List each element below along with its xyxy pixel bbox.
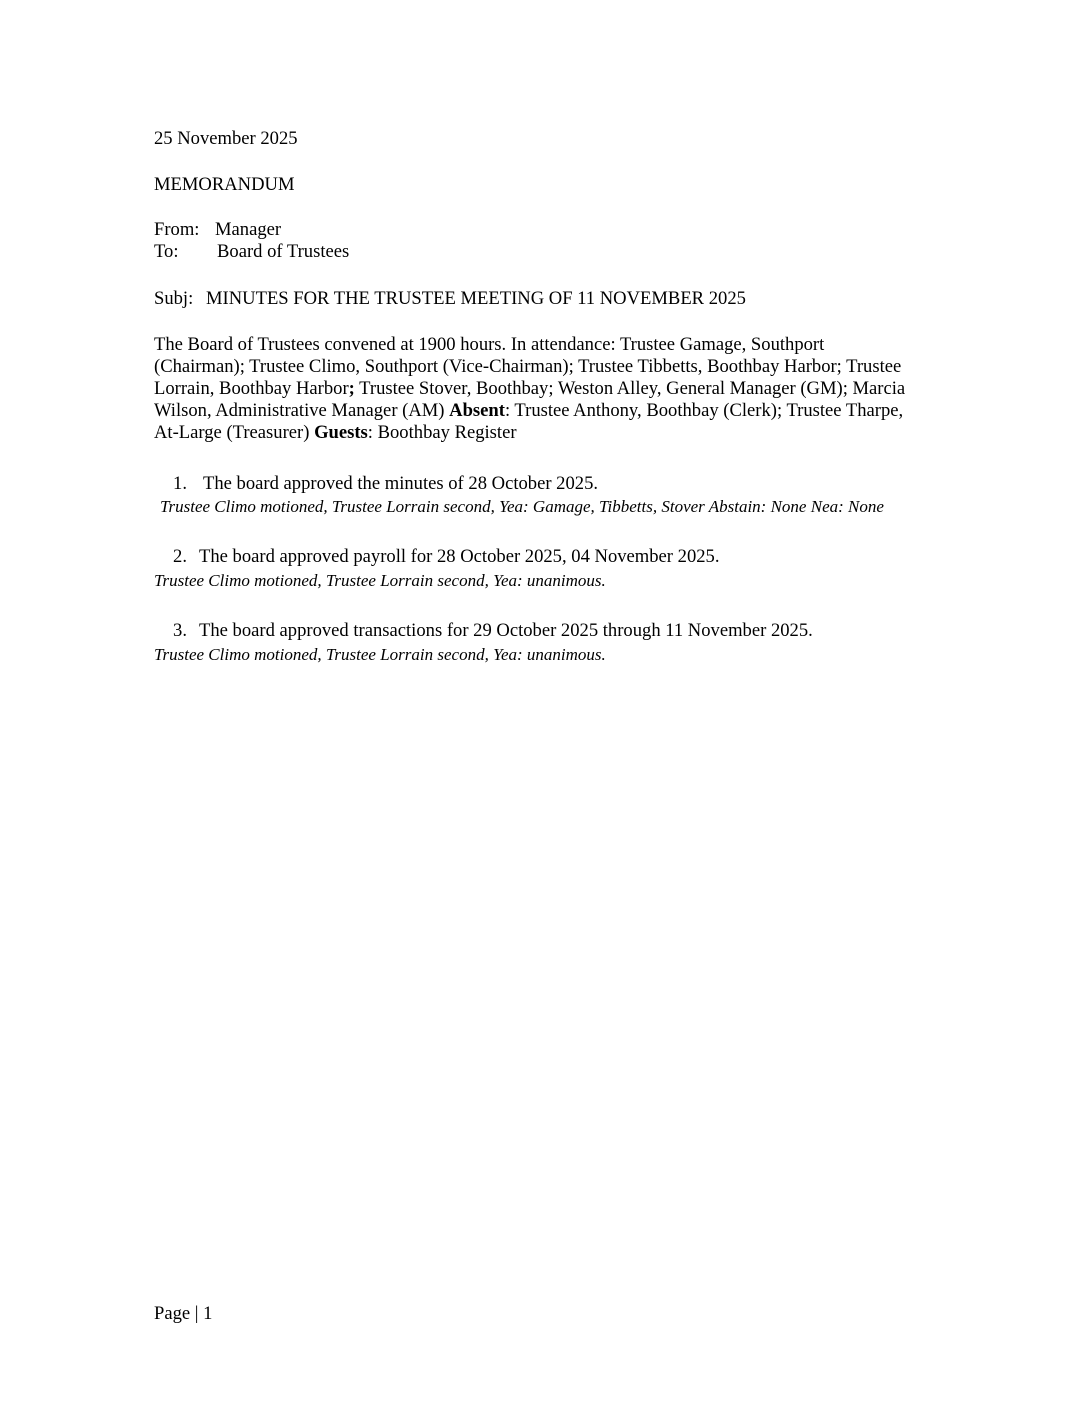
attendance-line: (Chairman); Trustee Climo, Southport (Vice-Chairman); Trustee Tibbetts, Boothbay Harbor; Trustee xyxy=(154,356,902,377)
attendance-line xyxy=(154,378,924,400)
attendance-paragraph xyxy=(154,334,924,444)
memo-date: 25 November 2025 xyxy=(154,128,298,149)
attendance-line xyxy=(154,400,924,422)
attendance-text: Lorrain, Boothbay Harbor xyxy=(154,378,349,399)
attendance-text: Wilson, Administrative Manager (AM) xyxy=(154,400,450,421)
item-number: 3. xyxy=(173,620,187,641)
item-vote: Trustee Climo motioned, Trustee Lorrain second, Yea: unanimous. xyxy=(154,645,606,664)
from-label: From: xyxy=(154,219,200,240)
item-number: 2. xyxy=(173,546,187,567)
absent-label: Absent xyxy=(449,400,505,421)
minutes-item xyxy=(154,620,813,642)
memo-subject-line xyxy=(154,288,746,310)
guests-label: Guests xyxy=(314,422,368,443)
subject-label: Subj: xyxy=(154,288,194,309)
attendance-text: At-Large (Treasurer) xyxy=(154,422,315,443)
item-number: 1. xyxy=(173,473,187,494)
minutes-item xyxy=(154,546,719,568)
item-text: The board approved the minutes of 28 October 2025. xyxy=(203,473,599,494)
memo-to-line xyxy=(154,241,349,263)
item-text: The board approved transactions for 29 October 2025 through 11 November 2025. xyxy=(199,620,813,641)
subject-value: MINUTES FOR THE TRUSTEE MEETING OF 11 NOVEMBER 2025 xyxy=(206,288,746,309)
item-text: The board approved payroll for 28 October 2025, 04 November 2025. xyxy=(199,546,720,567)
minutes-item xyxy=(154,473,598,495)
page-footer: Page | 1 xyxy=(154,1303,213,1324)
item-vote: Trustee Climo motioned, Trustee Lorrain second, Yea: Gamage, Tibbetts, Stover Abstain: None Nea: None xyxy=(160,497,884,516)
attendance-text: : Boothbay Register xyxy=(367,422,517,443)
attendance-text: : Trustee Anthony, Boothbay (Clerk); Trustee Tharpe, xyxy=(504,400,904,421)
memo-from-line xyxy=(154,219,281,241)
to-value: Board of Trustees xyxy=(217,241,350,262)
item-vote: Trustee Climo motioned, Trustee Lorrain second, Yea: unanimous. xyxy=(154,571,606,590)
attendance-line: The Board of Trustees convened at 1900 hours. In attendance: Trustee Gamage, Southport xyxy=(154,334,825,355)
attendance-semicolon: ; xyxy=(348,378,355,399)
attendance-line xyxy=(154,422,924,444)
to-label: To: xyxy=(154,241,179,262)
attendance-text: Trustee Stover, Boothbay; Weston Alley, General Manager (GM); Marcia xyxy=(354,378,906,399)
from-value: Manager xyxy=(215,219,282,240)
memo-heading: MEMORANDUM xyxy=(154,174,295,195)
